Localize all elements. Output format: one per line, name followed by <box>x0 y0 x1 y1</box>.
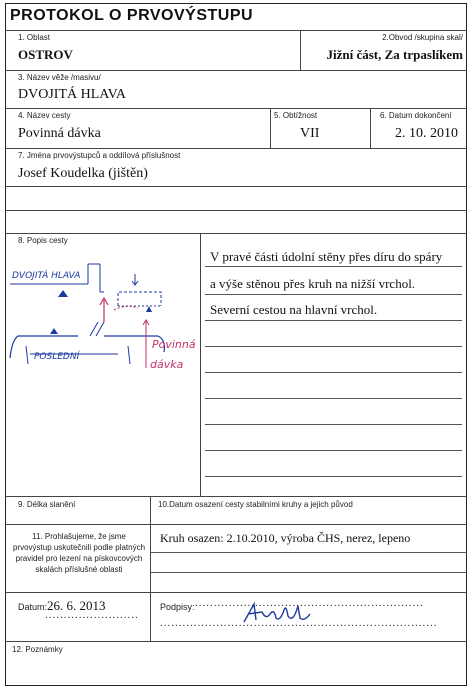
podpis-dots-2: .......................................................................... <box>160 617 438 629</box>
divider <box>5 30 467 31</box>
writing-line <box>205 372 462 373</box>
vez-label: 3. Název věže /masivu/ <box>18 73 101 82</box>
oblast-label: 1. Oblast <box>18 33 51 42</box>
obtiznost-label: 5. Obtížnost <box>274 111 318 120</box>
obvod-value: Jižní část, Za trpaslíkem <box>326 47 463 62</box>
divider <box>150 496 151 641</box>
slaneni-label: 9. Délka slanění <box>18 500 76 509</box>
writing-line <box>205 476 462 477</box>
podpis-dots-1: ............................................................. <box>195 597 424 609</box>
popis-label: 8. Popis cesty <box>18 236 68 245</box>
writing-line <box>205 424 462 425</box>
cesta-label: 4. Název cesty <box>18 111 71 120</box>
prvovystupci-value: Josef Koudelka (jištěn) <box>18 166 148 181</box>
form-title: PROTOKOL O PRVOVÝSTUPU <box>10 7 254 24</box>
sketch-route-label-1: Povinná <box>152 338 196 351</box>
oblast-value: OSTROV <box>18 47 73 62</box>
writing-line <box>205 346 462 347</box>
poznamky-label: 12. Poznámky <box>12 645 63 654</box>
sketch-label-posledni: POSLEDNÍ <box>34 352 80 362</box>
osazeni-label: 10.Datum osazení cesty stabilními kruhy a jejich původ <box>158 500 353 509</box>
writing-line <box>205 398 462 399</box>
writing-line <box>205 450 462 451</box>
divider <box>5 70 467 71</box>
prvovystupci-label: 7. Jména prvovýstupců a oddílová příslušnost <box>18 151 181 160</box>
writing-line <box>150 572 467 573</box>
datum-value: 26. 6. 2013 <box>47 598 106 613</box>
signature-image <box>240 600 330 626</box>
divider <box>5 592 467 593</box>
divider <box>300 30 301 70</box>
writing-line <box>205 266 462 267</box>
writing-line <box>150 552 467 553</box>
popis-line-2: a výše stěnou přes kruh na nižší vrchol. <box>210 276 416 291</box>
divider <box>5 210 467 211</box>
sketch-label-dvojita-hlava: DVOJITÁ HLAVA <box>12 271 81 281</box>
sketch-route-label-2: dávka <box>150 358 184 371</box>
divider <box>5 108 467 109</box>
obtiznost-value: VII <box>300 126 320 141</box>
divider <box>5 641 467 642</box>
divider <box>5 233 467 234</box>
prohlaseni-text: 11. Prohlašujeme, že jsme prvovýstup uskutečnili podle platných pravidel pro lezení na pískovcových skalách příslušné oblasti <box>12 532 146 574</box>
divider <box>5 186 467 187</box>
popis-line-1: V pravé části údolní stěny přes díru do spáry <box>210 249 443 264</box>
writing-line <box>205 294 462 295</box>
datum-dots: ......................... <box>45 609 139 621</box>
datum-dokonceni-value: 2. 10. 2010 <box>395 126 458 141</box>
vez-value: DVOJITÁ HLAVA <box>18 87 126 102</box>
datum-label: Datum: <box>18 602 48 612</box>
popis-line-3: Severní cestou na hlavní vrchol. <box>210 302 378 317</box>
divider <box>5 148 467 149</box>
writing-line <box>205 320 462 321</box>
divider <box>370 108 371 148</box>
datum-dokonceni-label: 6. Datum dokončení <box>380 111 452 120</box>
cesta-value: Povinná dávka <box>18 126 101 141</box>
obvod-label: 2.Obvod /skupina skal/ <box>382 33 463 42</box>
podpisy-label: Podpisy: <box>160 602 195 612</box>
divider <box>270 108 271 148</box>
osazeni-value: Kruh osazen: 2.10.2010, výroba ČHS, nerez, lepeno <box>160 531 411 545</box>
divider <box>5 496 467 497</box>
divider <box>5 524 467 525</box>
divider <box>200 233 201 496</box>
